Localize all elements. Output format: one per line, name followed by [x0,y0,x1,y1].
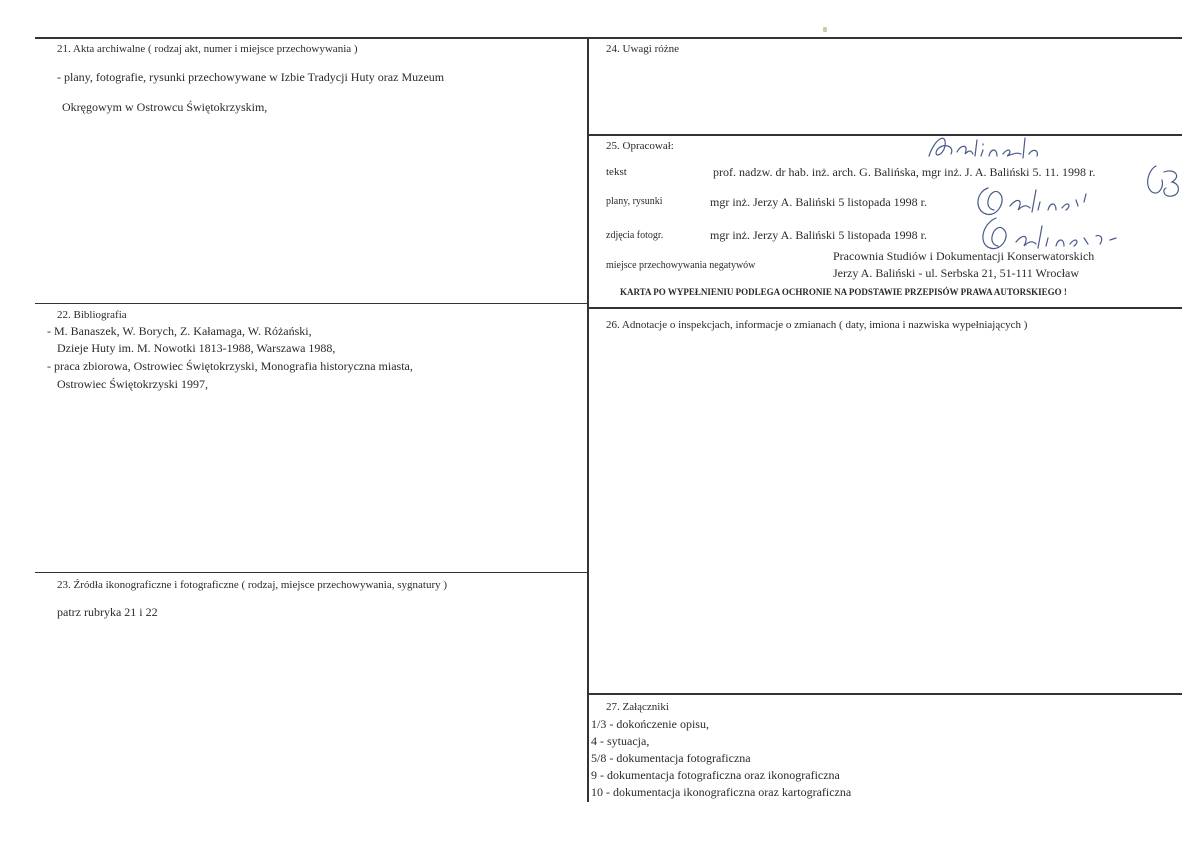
signature-row-2 [970,214,1130,265]
section-25-negatives-line-1: Pracownia Studiów i Dokumentacji Konserwatorskich [833,249,1095,263]
section-21-line-1: - plany, fotografie, rysunki przechowywane w Izbie Tradycji Huty oraz Muzeum [57,70,445,84]
section-25-value-plans: mgr inż. Jerzy A. Baliński 5 listopada 1998 r. [710,195,927,209]
section-27-heading: 27. Załączniki [606,701,669,713]
rule-left-23 [35,572,587,573]
section-25-negatives-label: miejsce przechowywania negatywów [606,260,756,271]
section-27-item-1: 1/3 - dokończenie opisu, [591,717,709,731]
section-25-label-plans: plany, rysunki [606,196,663,207]
section-25-label-text: tekst [606,166,627,178]
signature-initials [1138,160,1188,215]
section-25-value-photos: mgr inż. Jerzy A. Baliński 5 listopada 1998 r. [710,228,927,242]
section-27-item-3: 5/8 - dokumentacja fotograficzna [591,751,751,765]
section-25-label-photos: zdjęcia fotogr. [606,230,664,241]
section-22-line-1: - M. Banaszek, W. Borych, Z. Kałamaga, W. Różański, [47,324,312,338]
section-22-line-4: Ostrowiec Świętokrzyski 1997, [57,377,208,391]
section-21-line-2: Okręgowym w Ostrowcu Świętokrzyskim, [62,100,268,114]
section-22-heading: 22. Bibliografia [57,309,127,321]
rule-left-22 [35,303,587,304]
rule-right-25 [588,134,1182,136]
section-27-item-2: 4 - sytuacja, [591,734,650,748]
signature-balinska [925,128,1045,169]
section-25-value-text: prof. nadzw. dr hab. inż. arch. G. Balińska, mgr inż. J. A. Baliński 5. 11. 1998 r. [713,165,1096,179]
copyright-notice: KARTA PO WYPEŁNIENIU PODLEGA OCHRONIE NA PODSTAWIE PRZEPISÓW PRAWA AUTORSKIEGO ! [620,287,1067,297]
section-25-negatives-line-2: Jerzy A. Baliński - ul. Serbska 21, 51-111 Wrocław [833,266,1080,280]
section-22-line-3: - praca zbiorowa, Ostrowiec Świętokrzyski, Monografia historyczna miasta, [47,359,413,373]
section-23-text: patrz rubryka 21 i 22 [57,605,158,619]
scan-speck [823,27,827,32]
section-24-heading: 24. Uwagi różne [606,43,680,55]
rule-right-26 [588,307,1182,309]
section-21-heading: 21. Akta archiwalne ( rodzaj akt, numer i miejsce przechowywania ) [57,43,358,55]
section-22-line-2: Dzieje Huty im. M. Nowotki 1813-1988, Warszawa 1988, [57,341,336,355]
top-rule [35,37,1182,39]
section-27-item-5: 10 - dokumentacja ikonograficzna oraz kartograficzna [591,785,852,799]
section-23-heading: 23. Źródła ikonograficzne i fotograficzne ( rodzaj, miejsce przechowywania, sygnatury ) [57,579,448,591]
center-divider [587,37,589,802]
section-25-heading: 25. Opracował: [606,140,674,152]
section-27-item-4: 9 - dokumentacja fotograficzna oraz ikonograficzna [591,768,840,782]
section-26-heading: 26. Adnotacje o inspekcjach, informacje o zmianach ( daty, imiona i nazwiska wypełniających ) [606,319,1028,331]
rule-right-27 [588,693,1182,695]
